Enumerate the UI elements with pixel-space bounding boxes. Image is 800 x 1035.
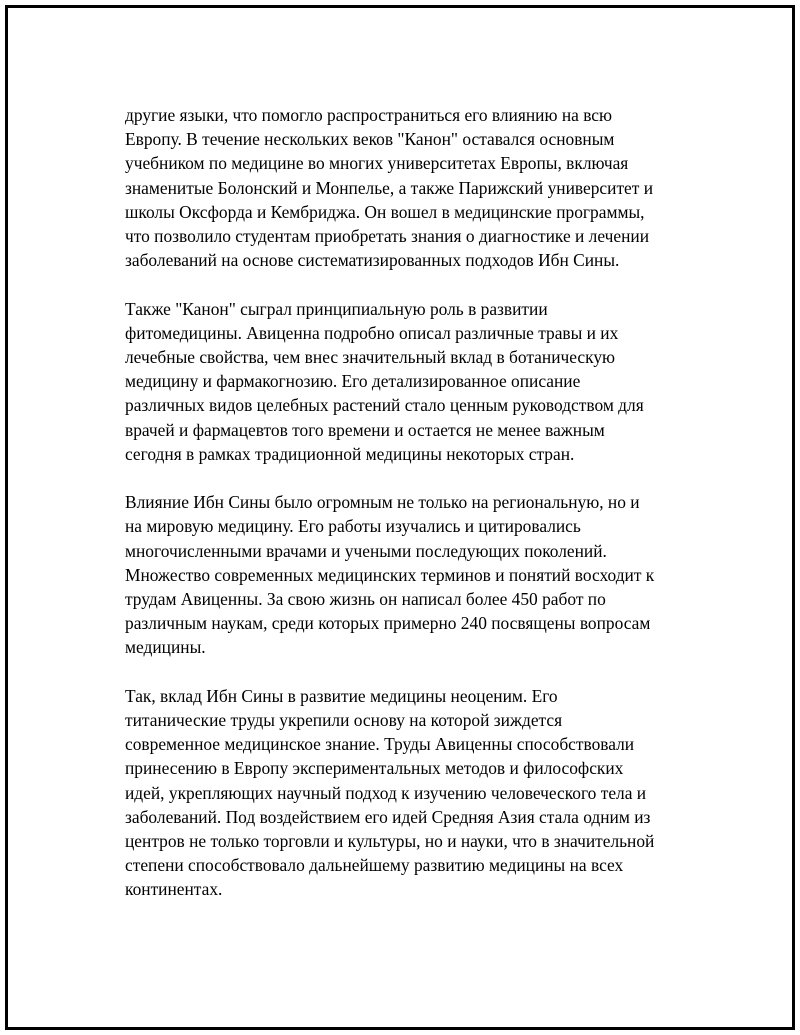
document-body	[125, 103, 705, 902]
paragraph-conclusion: Так, вклад Ибн Сины в развитие медицины неоценим. Его титанические труды укрепили основу на которой зиждется современное медицинское знание. Труды Авиценны способствовали принесению в Европу экспериментальных методов и философских идей, укрепляющих научный подход к изучению человеческого тела и заболеваний. Под воздействием его идей Средняя Азия стала одним из центров не только торговли и культуры, но и науки, что в значительной степени способствовало дальнейшему развитию медицины на всех континентах.	[125, 685, 655, 900]
paragraph-canon-in-europe: другие языки, что помогло распространиться его влиянию на всю Европу. В течение нескольких веков "Канон" оставался основным учебником по медицине во многих университетах Европы, включая знаменитые Болонский и Монпелье, а также Парижский университет и школы Оксфорда и Кембриджа. Он вошел в медицинские программы, что позволило студентам приобретать знания о диагностике и лечении заболеваний на основе систематизированных подходов Ибн Сины.	[125, 105, 654, 271]
page-border	[5, 5, 795, 1030]
paragraph-phytomedicine: Также "Канон" сыграл принципиальную роль в развитии фитомедицины. Авиценна подробно описал различные травы и их лечебные свойства, чем внес значительный вклад в ботаническую медицину и фармакогнозию. Его детализированное описание различных видов целебных растений стало ценным руководством для врачей и фармацевтов того времени и остается не менее важным сегодня в рамках традиционной медицины некоторых стран.	[125, 298, 644, 464]
paragraph-world-influence: Влияние Ибн Сины было огромным не только на региональную, но и на мировую медицину. Его работы изучались и цитировались многочисленными врачами и учеными последующих поколений. Множество современных медицинских терминов и понятий восходит к трудам Авиценны. За свою жизнь он написал более 450 работ по различным наукам, среди которых примерно 240 посвящены вопросам медицины.	[125, 492, 655, 658]
